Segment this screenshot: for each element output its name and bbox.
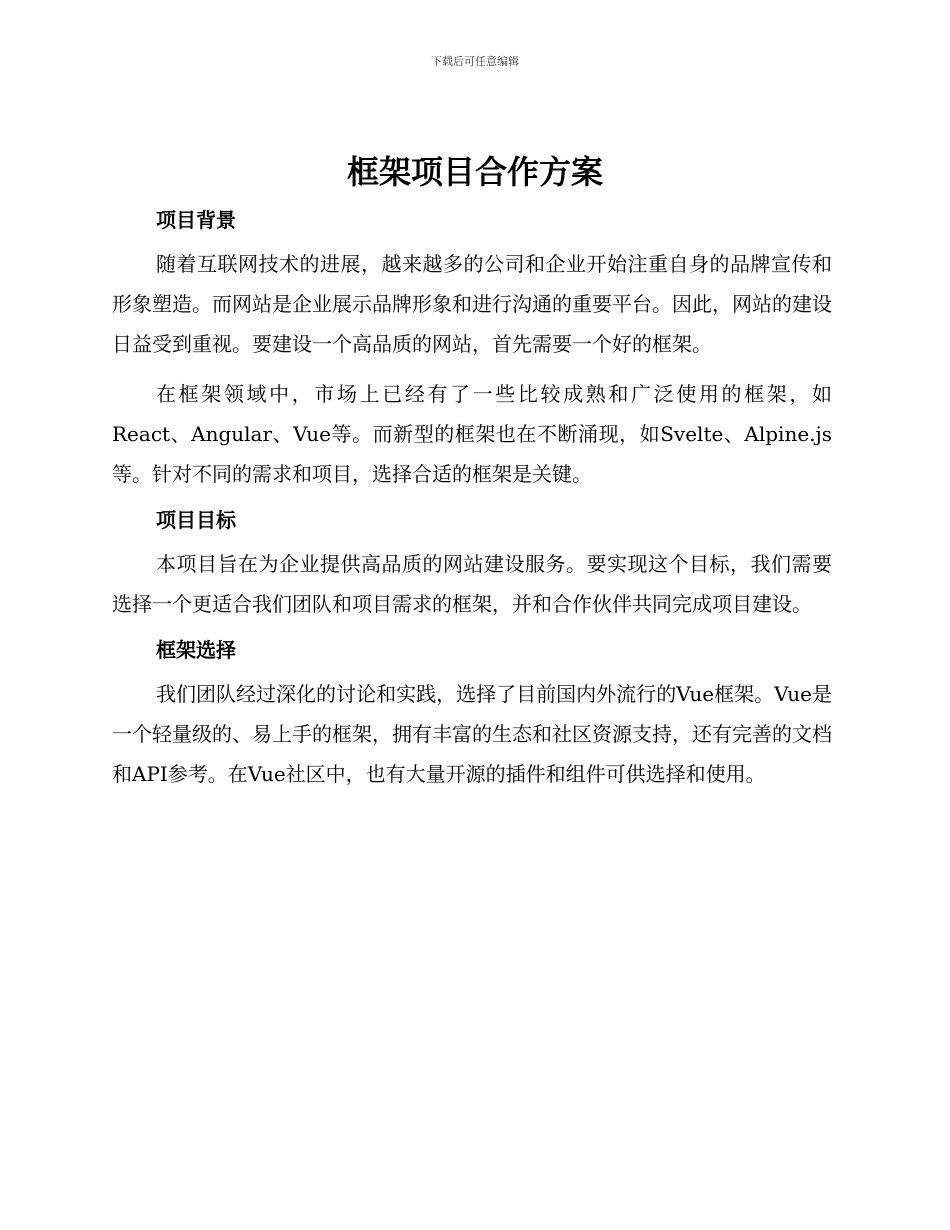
section-framework-choice [112, 634, 832, 794]
section-heading: 框架选择 [156, 638, 236, 662]
paragraph: 本项目旨在为企业提供高品质的网站建设服务。要实现这个目标，我们需要选择一个更适合我们团队和项目需求的框架，并和合作伙伴共同完成项目建设。 [112, 552, 832, 616]
section-heading: 项目背景 [156, 208, 236, 232]
paragraph: 我们团队经过深化的讨论和实践，选择了目前国内外流行的Vue框架。Vue是一个轻量级的、易上手的框架，拥有丰富的生态和社区资源支持，还有完善的文档和API参考。在Vue社区中，也有大量开源的插件和组件可供选择和使用。 [112, 682, 832, 786]
section-background [112, 204, 832, 494]
paragraph: 在框架领域中，市场上已经有了一些比较成熟和广泛使用的框架，如React、Angular、Vue等。而新型的框架也在不断涌现，如Svelte、Alpine.js等。针对不同的需求和项目，选择合适的框架是关键。 [112, 382, 832, 486]
paragraph: 随着互联网技术的进展，越来越多的公司和企业开始注重自身的品牌宣传和形象塑造。而网站是企业展示品牌形象和进行沟通的重要平台。因此，网站的建设日益受到重视。要建设一个高品质的网站，首先需要一个好的框架。 [112, 252, 832, 356]
document-title: 框架项目合作方案 [346, 153, 603, 191]
section-heading: 项目目标 [156, 508, 236, 532]
document-body [112, 200, 832, 804]
section-goal [112, 504, 832, 624]
header-note: 下载后可任意编辑 [431, 55, 519, 68]
